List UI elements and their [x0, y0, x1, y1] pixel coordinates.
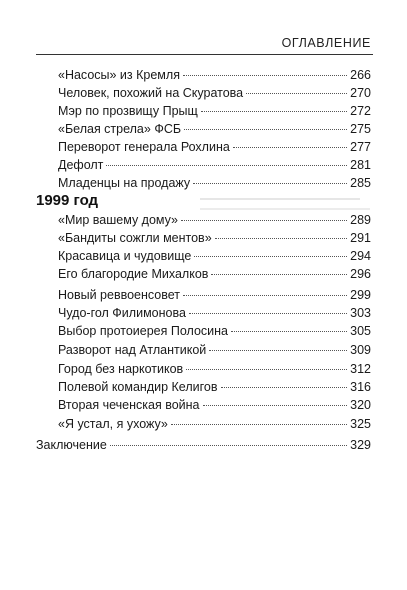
- dot-leader: [186, 369, 347, 370]
- toc-entry-page: 266: [350, 68, 371, 82]
- toc-entry-title: Заключение: [36, 438, 107, 452]
- toc-entry-conclusion: [36, 436, 371, 454]
- running-head: ОГЛАВЛЕНИЕ: [281, 36, 371, 50]
- show-through-text: [200, 198, 360, 206]
- toc-entry-page: 275: [350, 122, 371, 136]
- dot-leader: [194, 256, 347, 257]
- toc-entry: [58, 66, 371, 84]
- toc-entry-title: Чудо-гол Филимонова: [58, 306, 186, 320]
- dot-leader: [171, 424, 347, 425]
- toc-entry-page: 320: [350, 398, 371, 412]
- toc-entry-title: Город без наркотиков: [58, 362, 184, 376]
- toc-entry: [58, 360, 371, 378]
- toc-entry-page: 305: [350, 324, 371, 338]
- toc-entry: [58, 229, 371, 247]
- toc-entry: [58, 378, 371, 396]
- toc-entry-page: 285: [350, 176, 371, 190]
- toc-entry-title: Его благородие Михалков: [58, 267, 209, 281]
- toc-entry-title: Новый реввоенсовет: [58, 288, 181, 302]
- toc-entry-title: Переворот генерала Рохлина: [58, 140, 230, 154]
- toc-entry: [58, 120, 371, 138]
- toc-entry: [58, 247, 371, 265]
- dot-leader: [209, 350, 347, 351]
- dot-leader: [211, 274, 347, 275]
- toc-entry-title: Младенцы на продажу: [58, 176, 191, 190]
- toc-entry-page: 299: [350, 288, 371, 302]
- dot-leader: [215, 238, 347, 239]
- toc-entry-title: «Я устал, я ухожу»: [58, 417, 168, 431]
- toc-entry-title: Человек, похожий на Скуратова: [58, 86, 244, 100]
- toc-entry-page: 303: [350, 306, 371, 320]
- toc-entry-page: 312: [350, 362, 371, 376]
- dot-leader: [183, 75, 347, 76]
- toc-entry-title: Выбор протоиерея Полосина: [58, 324, 229, 338]
- toc-entry: [58, 322, 371, 340]
- toc-entry-page: 309: [350, 343, 371, 357]
- dot-leader: [231, 331, 347, 332]
- toc-entry-title: «Бандиты сожгли ментов»: [58, 231, 212, 245]
- toc-entry: [58, 84, 371, 102]
- toc-entry: [58, 174, 371, 192]
- dot-leader: [110, 445, 347, 446]
- toc-entry: [58, 304, 371, 322]
- dot-leader: [246, 93, 347, 94]
- dot-leader: [181, 220, 347, 221]
- dot-leader: [189, 313, 347, 314]
- dot-leader: [201, 111, 347, 112]
- toc-entry-title: Мэр по прозвищу Прыщ: [58, 104, 198, 118]
- toc-entry-page: 289: [350, 213, 371, 227]
- dot-leader: [221, 387, 348, 388]
- toc-entry-page: 329: [350, 438, 371, 452]
- dot-leader: [203, 405, 348, 406]
- dot-leader: [106, 165, 347, 166]
- toc-entry: [58, 415, 371, 433]
- toc-entry: [58, 396, 371, 414]
- toc-entry: [58, 211, 371, 229]
- toc-entry: [58, 138, 371, 156]
- toc-entry-page: 272: [350, 104, 371, 118]
- toc-entry: [58, 102, 371, 120]
- toc-entry-title: «Белая стрела» ФСБ: [58, 122, 182, 136]
- section-heading-1999: 1999 год: [36, 192, 99, 209]
- toc-entry-title: «Насосы» из Кремля: [58, 68, 180, 82]
- dot-leader: [233, 147, 347, 148]
- toc-entry-page: 316: [350, 380, 371, 394]
- toc-entry-page: 277: [350, 140, 371, 154]
- toc-entry: [58, 265, 371, 283]
- toc-entry-title: Вторая чеченская война: [58, 398, 200, 412]
- dot-leader: [193, 183, 347, 184]
- toc-entry-page: 325: [350, 417, 371, 431]
- toc-entry-title: Полевой командир Келигов: [58, 380, 218, 394]
- toc-entry-page: 270: [350, 86, 371, 100]
- toc-entry-title: Красавица и чудовище: [58, 249, 192, 263]
- toc-entry: [58, 156, 371, 174]
- toc-entry-page: 294: [350, 249, 371, 263]
- dot-leader: [184, 129, 347, 130]
- dot-leader: [183, 295, 347, 296]
- toc-entry-page: 296: [350, 267, 371, 281]
- toc-entry-page: 281: [350, 158, 371, 172]
- toc-entry: [58, 286, 371, 304]
- toc-entry-page: 291: [350, 231, 371, 245]
- header-rule: [36, 54, 373, 55]
- toc-entry-title: «Мир вашему дому»: [58, 213, 178, 227]
- toc-entry-title: Разворот над Атлантикой: [58, 343, 207, 357]
- toc-entry-title: Дефолт: [58, 158, 104, 172]
- toc-entry: [58, 341, 371, 359]
